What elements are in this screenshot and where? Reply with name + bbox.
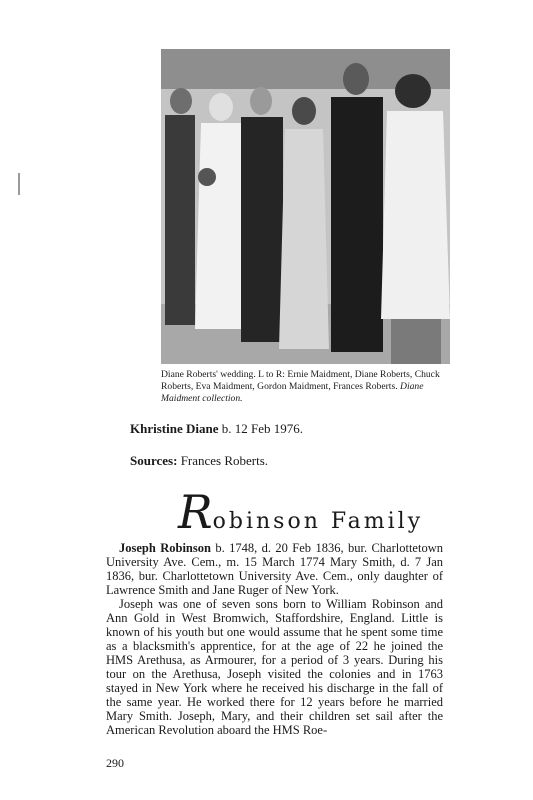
paragraph-1-text: b. 1748, d. 20 Feb 1836, bur. Charlottetown University Ave. Cem., m. 15 March 1774 Mary Smith, d. 7 Jan 1836, bur. Charlottetown University Ave. Cem., only daughter of Lawrence Smith and Jane Ruger of New York. [106,541,443,597]
heading-rest: obinson Family [212,509,424,534]
sources-value: Frances Roberts. [177,453,269,468]
photo-caption [161,369,456,405]
paragraph-2: Joseph was one of seven sons born to William Robinson and Ann Gold in West Bromwich, Staffordshire, England. Little is known of his youth but one would assume that he spent some time as a blacksmith's apprentice, for at the age of 22 he joined the HMS Arethusa, as Armourer, for a period of 3 years. During his tour on the Arethusa, Joseph visited the colonies and in 1763 stayed in New York where he received his discharge in the fall of the same year. He worked there for 12 years before he married Mary Smith. Joseph, Mary, and their children set sail after the American Revolution aboard the HMS Roe- [106,597,443,737]
caption-text: Diane Roberts' wedding. L to R: Ernie Maidment, Diane Roberts, Chuck Roberts, Eva Maidment, Gordon Maidment, Frances Roberts. [161,369,440,392]
wedding-photo [161,49,450,364]
person-name: Joseph Robinson [119,541,211,555]
paragraph-joseph-robinson [106,541,443,597]
caption-credit: Diane Maidment collection. [161,381,424,404]
family-heading [178,485,424,539]
page-number: 290 [106,756,124,770]
margin-mark [18,173,20,195]
khristine-name: Khristine Diane [130,421,219,436]
heading-initial: R [178,485,213,539]
body-text [106,541,443,737]
khristine-detail: b. 12 Feb 1976. [218,421,303,436]
sources-label: Sources: [130,453,178,468]
khristine-entry [130,421,303,437]
sources-entry [130,453,268,469]
